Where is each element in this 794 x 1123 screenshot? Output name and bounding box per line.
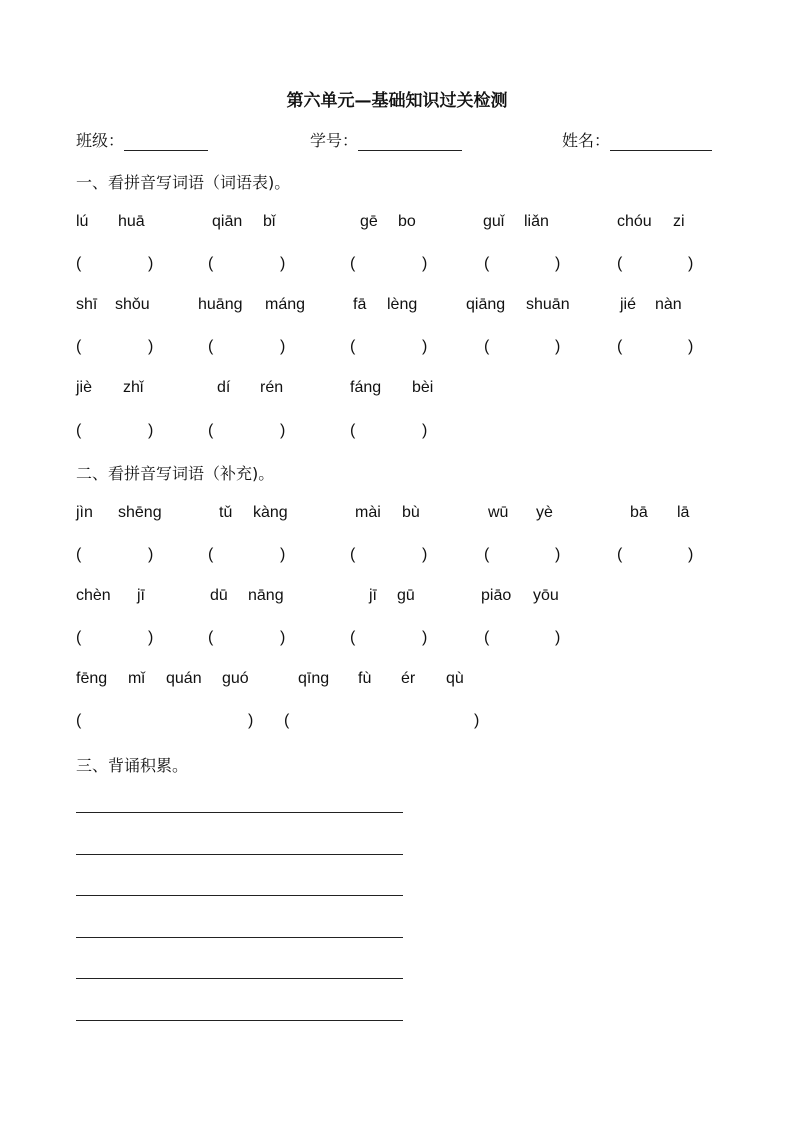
- pinyin-syllable: jī: [137, 587, 145, 604]
- pinyin-syllable: máng: [265, 296, 306, 313]
- answer-bracket-open[interactable]: (: [76, 338, 82, 355]
- pinyin-syllable: chóu: [617, 213, 652, 230]
- pinyin-syllable: quán: [166, 670, 202, 687]
- answer-bracket-close[interactable]: ): [148, 422, 154, 439]
- answer-bracket-close[interactable]: ): [280, 422, 286, 439]
- answer-bracket-close[interactable]: ): [422, 422, 428, 439]
- answer-bracket-open[interactable]: (: [350, 629, 356, 646]
- pinyin-syllable: mài: [355, 504, 381, 521]
- pinyin-syllable: fù: [358, 670, 372, 687]
- pinyin-syllable: fēng: [76, 670, 108, 687]
- pinyin-syllable: liǎn: [524, 213, 549, 230]
- class-blank[interactable]: [124, 132, 208, 151]
- page-title: 第六单元—基础知识过关检测: [286, 91, 508, 111]
- answer-bracket-open[interactable]: (: [350, 422, 356, 439]
- pinyin-syllable: dū: [210, 587, 228, 604]
- answer-bracket-open[interactable]: (: [350, 255, 356, 272]
- pinyin-syllable: gē: [360, 213, 378, 230]
- name-label: 姓名：: [562, 131, 611, 150]
- pinyin-syllable: tǔ: [219, 504, 233, 521]
- answer-bracket-close[interactable]: ): [280, 338, 286, 355]
- pinyin-syllable: shī: [76, 296, 98, 313]
- pinyin-syllable: zhǐ: [123, 379, 144, 396]
- answer-bracket-open[interactable]: (: [484, 338, 490, 355]
- pinyin-syllable: fā: [353, 296, 367, 313]
- pinyin-syllable: zi: [673, 213, 685, 230]
- pinyin-syllable: lèng: [387, 296, 418, 313]
- pinyin-syllable: jiè: [76, 379, 93, 396]
- writing-line[interactable]: [76, 1020, 403, 1021]
- pinyin-syllable: lā: [677, 504, 690, 521]
- answer-bracket-open[interactable]: (: [617, 546, 623, 563]
- section-3-heading: 三、背诵积累。: [76, 756, 189, 775]
- answer-bracket-close[interactable]: ): [422, 546, 428, 563]
- answer-bracket-open[interactable]: (: [208, 422, 214, 439]
- number-field: [310, 128, 462, 150]
- name-blank[interactable]: [610, 132, 712, 151]
- answer-bracket-close[interactable]: ): [148, 629, 154, 646]
- answer-bracket-open[interactable]: (: [76, 422, 82, 439]
- answer-bracket-close[interactable]: ): [148, 255, 154, 272]
- answer-bracket-close[interactable]: ): [555, 546, 561, 563]
- pinyin-syllable: kàng: [253, 504, 288, 521]
- pinyin-syllable: bǐ: [263, 213, 276, 230]
- pinyin-syllable: nàn: [655, 296, 682, 313]
- answer-bracket-open[interactable]: (: [208, 546, 214, 563]
- pinyin-syllable: qiāng: [466, 296, 506, 313]
- answer-bracket-open[interactable]: (: [617, 338, 623, 355]
- answer-bracket-close[interactable]: ): [474, 712, 480, 729]
- pinyin-syllable: gū: [397, 587, 415, 604]
- answer-bracket-open[interactable]: (: [284, 712, 290, 729]
- answer-bracket-open[interactable]: (: [484, 255, 490, 272]
- pinyin-syllable: guó: [222, 670, 249, 687]
- answer-bracket-open[interactable]: (: [208, 255, 214, 272]
- answer-bracket-open[interactable]: (: [76, 629, 82, 646]
- pinyin-syllable: piāo: [481, 587, 512, 604]
- writing-line[interactable]: [76, 812, 403, 813]
- answer-bracket-close[interactable]: ): [688, 255, 694, 272]
- answer-bracket-open[interactable]: (: [617, 255, 623, 272]
- pinyin-syllable: huāng: [198, 296, 243, 313]
- pinyin-syllable: bù: [402, 504, 420, 521]
- answer-bracket-open[interactable]: (: [484, 629, 490, 646]
- section-2-heading: 二、看拼音写词语（补充)。: [76, 464, 275, 483]
- answer-bracket-close[interactable]: ): [688, 338, 694, 355]
- pinyin-syllable: bèi: [412, 379, 434, 396]
- pinyin-syllable: chèn: [76, 587, 111, 604]
- answer-bracket-close[interactable]: ): [422, 255, 428, 272]
- name-field: [562, 128, 712, 150]
- class-field: [76, 128, 208, 150]
- pinyin-syllable: qù: [446, 670, 464, 687]
- writing-line[interactable]: [76, 937, 403, 938]
- pinyin-syllable: fáng: [350, 379, 382, 396]
- pinyin-syllable: qiān: [212, 213, 243, 230]
- answer-bracket-close[interactable]: ): [280, 546, 286, 563]
- pinyin-syllable: wū: [488, 504, 509, 521]
- writing-line[interactable]: [76, 854, 403, 855]
- answer-bracket-open[interactable]: (: [76, 546, 82, 563]
- answer-bracket-close[interactable]: ): [555, 255, 561, 272]
- pinyin-syllable: shuān: [526, 296, 570, 313]
- answer-bracket-open[interactable]: (: [208, 629, 214, 646]
- answer-bracket-close[interactable]: ): [555, 629, 561, 646]
- class-label: 班级：: [76, 131, 125, 150]
- pinyin-syllable: mǐ: [128, 670, 145, 687]
- pinyin-syllable: nāng: [248, 587, 284, 604]
- pinyin-syllable: jī: [369, 587, 377, 604]
- answer-bracket-close[interactable]: ): [280, 629, 286, 646]
- writing-line[interactable]: [76, 895, 403, 896]
- answer-bracket-open[interactable]: (: [350, 546, 356, 563]
- answer-bracket-close[interactable]: ): [422, 338, 428, 355]
- answer-bracket-open[interactable]: (: [484, 546, 490, 563]
- answer-bracket-open[interactable]: (: [76, 255, 82, 272]
- pinyin-syllable: yè: [536, 504, 553, 521]
- pinyin-syllable: dí: [217, 379, 231, 396]
- pinyin-syllable: qīng: [298, 670, 330, 687]
- answer-bracket-close[interactable]: ): [688, 546, 694, 563]
- pinyin-syllable: bo: [398, 213, 416, 230]
- answer-bracket-close[interactable]: ): [422, 629, 428, 646]
- pinyin-syllable: jìn: [76, 504, 93, 521]
- pinyin-syllable: shēng: [118, 504, 162, 521]
- pinyin-syllable: huā: [118, 213, 145, 230]
- pinyin-syllable: rén: [260, 379, 284, 396]
- answer-bracket-open[interactable]: (: [350, 338, 356, 355]
- writing-line[interactable]: [76, 978, 403, 979]
- number-label: 学号：: [310, 131, 359, 150]
- answer-bracket-close[interactable]: ): [555, 338, 561, 355]
- answer-bracket-open[interactable]: (: [76, 712, 82, 729]
- pinyin-syllable: lú: [76, 213, 89, 230]
- pinyin-syllable: guǐ: [483, 213, 505, 230]
- pinyin-syllable: ér: [401, 670, 416, 687]
- answer-bracket-open[interactable]: (: [208, 338, 214, 355]
- answer-bracket-close[interactable]: ): [280, 255, 286, 272]
- section-1-heading: 一、看拼音写词语（词语表)。: [76, 173, 291, 192]
- answer-bracket-close[interactable]: ): [148, 546, 154, 563]
- answer-bracket-close[interactable]: ): [248, 712, 254, 729]
- pinyin-syllable: yōu: [533, 587, 559, 604]
- answer-bracket-close[interactable]: ): [148, 338, 154, 355]
- pinyin-syllable: bā: [630, 504, 648, 521]
- number-blank[interactable]: [358, 132, 462, 151]
- pinyin-syllable: jié: [620, 296, 637, 313]
- pinyin-syllable: shǒu: [115, 296, 150, 313]
